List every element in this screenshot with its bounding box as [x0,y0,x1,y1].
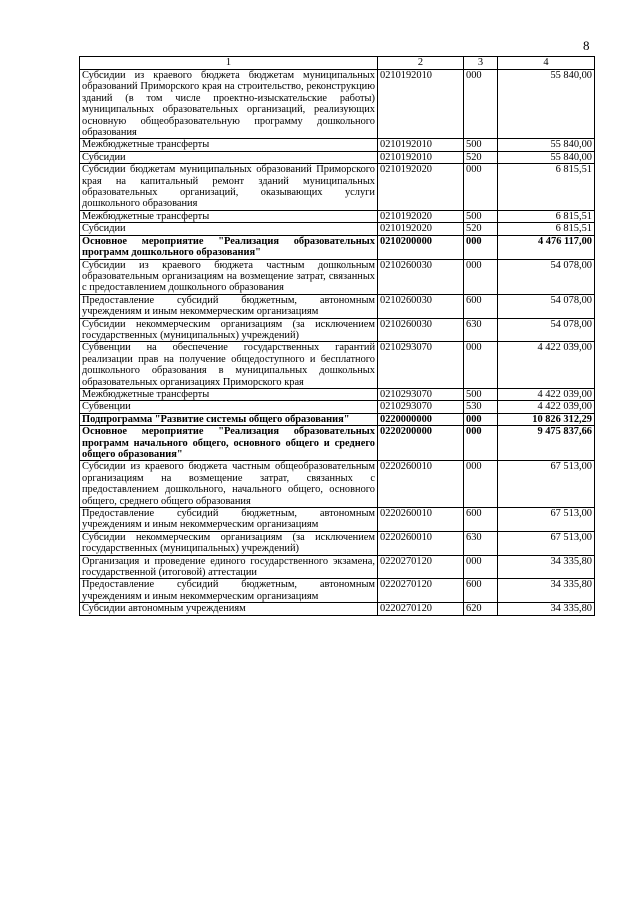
row-expense-type: 500 [464,139,498,151]
row-name: Субсидии автономным учреждениям [80,603,378,615]
row-code: 0220200000 [378,426,464,461]
row-amount: 54 078,00 [498,294,595,318]
table-row [80,508,595,532]
row-name: Основное мероприятие "Реализация образовательных программ начального общего, основного общего и среднего общего образования" [80,426,378,461]
row-name: Субсидии [80,223,378,235]
table-row [80,223,595,235]
row-name: Субсидии из краевого бюджета частным дошкольным образовательным организациям на возмещение затрат, связанных с предоставлением дошкольного образования [80,259,378,294]
row-name: Предоставление субсидий бюджетным, автономным учреждениям и иным некоммерческим организациям [80,579,378,603]
table-row [80,318,595,342]
row-amount: 4 422 039,00 [498,401,595,413]
row-amount: 55 840,00 [498,139,595,151]
row-code: 0220270120 [378,555,464,579]
column-header-3: 3 [464,57,498,70]
row-expense-type: 500 [464,210,498,222]
row-code: 0210192010 [378,139,464,151]
table-row [80,235,595,259]
table-body [80,70,595,616]
table-row [80,139,595,151]
row-expense-type: 520 [464,151,498,163]
row-amount: 55 840,00 [498,70,595,139]
row-amount: 54 078,00 [498,259,595,294]
row-code: 0210192020 [378,210,464,222]
column-header-2: 2 [378,57,464,70]
row-amount: 54 078,00 [498,318,595,342]
table-row [80,164,595,211]
row-code: 0220270120 [378,603,464,615]
row-amount: 4 476 117,00 [498,235,595,259]
row-code: 0210260030 [378,318,464,342]
budget-table [79,56,595,616]
row-code: 0210192020 [378,164,464,211]
row-name: Субсидии [80,151,378,163]
row-amount: 6 815,51 [498,164,595,211]
row-name: Межбюджетные трансферты [80,210,378,222]
row-expense-type: 600 [464,579,498,603]
table-row [80,259,595,294]
row-code: 0210260030 [378,259,464,294]
row-amount: 55 840,00 [498,151,595,163]
row-code: 0210293070 [378,388,464,400]
row-name: Организация и проведение единого государственного экзамена, государственной (итоговой) аттестации [80,555,378,579]
row-expense-type: 000 [464,259,498,294]
row-amount: 6 815,51 [498,210,595,222]
row-code: 0220260010 [378,531,464,555]
row-name: Субсидии из краевого бюджета частным общеобразовательным организациям на возмещение затрат, связанных с предоставлением дошкольного, начального общего, основного общего, среднего общего образования [80,461,378,508]
table-row [80,294,595,318]
row-name: Субвенции на обеспечение государственных гарантий реализации прав на получение общедоступного и бесплатного дошкольного образования в муниципальных дошкольных образовательных организациях Приморского края [80,342,378,389]
row-code: 0220260010 [378,508,464,532]
row-code: 0210192020 [378,223,464,235]
table-row [80,603,595,615]
row-expense-type: 600 [464,508,498,532]
row-name: Предоставление субсидий бюджетным, автономным учреждениям и иным некоммерческим организациям [80,508,378,532]
table-row [80,461,595,508]
row-name: Субвенции [80,401,378,413]
row-name: Предоставление субсидий бюджетным, автономным учреждениям и иным некоммерческим организациям [80,294,378,318]
row-expense-type: 000 [464,70,498,139]
row-amount: 4 422 039,00 [498,342,595,389]
row-code: 0210260030 [378,294,464,318]
row-code: 0210192010 [378,70,464,139]
table-row [80,426,595,461]
row-code: 0210293070 [378,401,464,413]
row-name: Субсидии некоммерческим организациям (за исключением государственных (муниципальных) учреждений) [80,531,378,555]
table-row [80,342,595,389]
row-expense-type: 520 [464,223,498,235]
row-expense-type: 000 [464,164,498,211]
row-expense-type: 600 [464,294,498,318]
row-amount: 67 513,00 [498,508,595,532]
row-name: Основное мероприятие "Реализация образовательных программ дошкольного образования" [80,235,378,259]
table-row [80,555,595,579]
row-code: 0210192010 [378,151,464,163]
row-expense-type: 500 [464,388,498,400]
row-expense-type: 000 [464,235,498,259]
row-code: 0220270120 [378,579,464,603]
table-row [80,388,595,400]
row-code: 0220260010 [378,461,464,508]
row-amount: 67 513,00 [498,461,595,508]
column-header-4: 4 [498,57,595,70]
row-name: Подпрограмма "Развитие системы общего образования" [80,413,378,425]
row-amount: 6 815,51 [498,223,595,235]
table-row [80,401,595,413]
page-number: 8 [583,38,590,53]
row-expense-type: 630 [464,531,498,555]
row-amount: 34 335,80 [498,579,595,603]
table-row [80,531,595,555]
table-row [80,151,595,163]
row-name: Межбюджетные трансферты [80,139,378,151]
table-row [80,210,595,222]
row-expense-type: 000 [464,413,498,425]
row-expense-type: 620 [464,603,498,615]
row-amount: 34 335,80 [498,555,595,579]
row-expense-type: 530 [464,401,498,413]
row-name: Субсидии некоммерческим организациям (за исключением государственных (муниципальных) учреждений) [80,318,378,342]
row-code: 0210293070 [378,342,464,389]
row-code: 0210200000 [378,235,464,259]
row-name: Субсидии из краевого бюджета бюджетам муниципальных образований Приморского края на строительство, реконструкцию зданий (в том числе проектно-изыскательские работы) муниципальных образовательных организаций, реализующих основную общеобразовательную программу дошкольного образования [80,70,378,139]
row-amount: 67 513,00 [498,531,595,555]
row-name: Субсидии бюджетам муниципальных образований Приморского края на капитальный ремонт зданий муниципальных образовательных организаций, оказывающих услуги дошкольного образования [80,164,378,211]
row-name: Межбюджетные трансферты [80,388,378,400]
row-expense-type: 000 [464,342,498,389]
row-amount: 34 335,80 [498,603,595,615]
table-row [80,413,595,425]
column-header-1: 1 [80,57,378,70]
row-expense-type: 630 [464,318,498,342]
row-expense-type: 000 [464,426,498,461]
table-row [80,70,595,139]
table-header-row [80,57,595,70]
row-expense-type: 000 [464,461,498,508]
row-expense-type: 000 [464,555,498,579]
row-amount: 10 826 312,29 [498,413,595,425]
table-row [80,579,595,603]
row-code: 0220000000 [378,413,464,425]
row-amount: 4 422 039,00 [498,388,595,400]
row-amount: 9 475 837,66 [498,426,595,461]
